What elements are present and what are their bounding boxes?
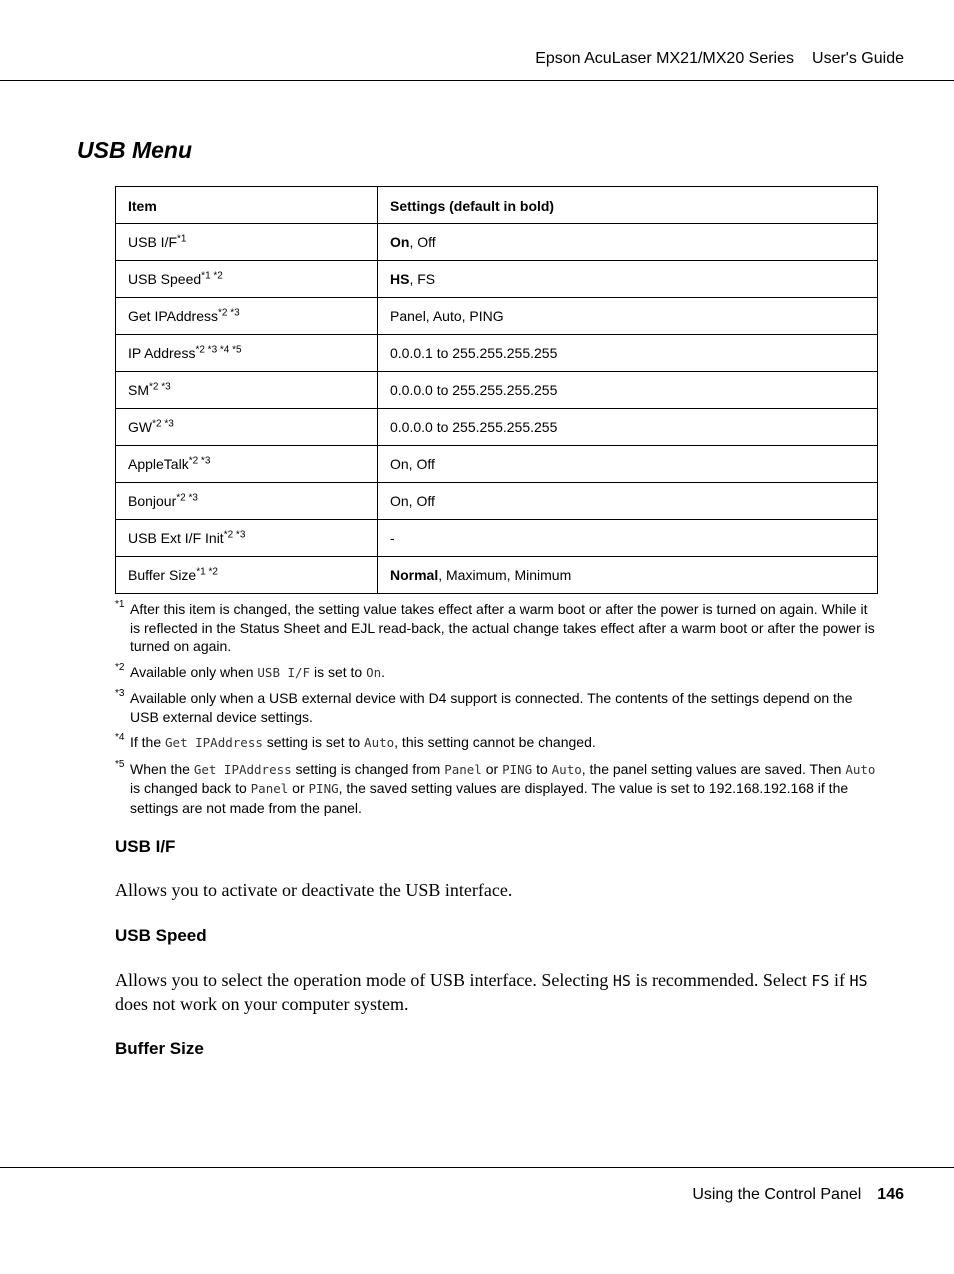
settings-cell bbox=[378, 372, 878, 409]
column-header-item: Item bbox=[116, 187, 378, 224]
settings-cell bbox=[378, 409, 878, 446]
item-cell bbox=[116, 372, 378, 409]
settings-cell bbox=[378, 298, 878, 335]
item-name: USB Speed bbox=[128, 271, 202, 287]
footnote-mark: *5 bbox=[115, 758, 125, 770]
code-text: Auto bbox=[364, 735, 395, 750]
settings-cell bbox=[378, 335, 878, 372]
footnote-text: , the panel setting values are saved. Then bbox=[581, 760, 846, 777]
footnote-ref: *1 bbox=[177, 233, 187, 245]
code-text: PING bbox=[308, 781, 339, 796]
item-cell bbox=[116, 335, 378, 372]
item-name: Get IPAddress bbox=[128, 308, 219, 324]
table-header-row bbox=[116, 187, 878, 224]
footnote-text: When the bbox=[130, 760, 194, 777]
code-text: On bbox=[366, 664, 382, 680]
setting-values: 0.0.0.0 to 255.255.255.255 bbox=[390, 382, 558, 398]
item-name: IP Address bbox=[128, 345, 196, 361]
table-row bbox=[116, 224, 878, 261]
footnote-mark: *4 bbox=[115, 732, 125, 743]
settings-cell bbox=[378, 483, 878, 520]
footnote-text: Available only when a USB external device with D4 support is connected. The contents of the settings depend on the USB external device settings. bbox=[130, 690, 853, 725]
setting-values: On, Off bbox=[390, 493, 435, 509]
code-text: USB I/F bbox=[257, 664, 311, 680]
footnote-text: setting is set to bbox=[262, 734, 365, 750]
table-row bbox=[116, 372, 878, 409]
footnote-text: to bbox=[532, 760, 552, 777]
item-cell bbox=[116, 520, 378, 557]
footnote-3 bbox=[115, 689, 878, 726]
page-number: 146 bbox=[877, 1186, 904, 1203]
header-rule bbox=[0, 80, 954, 81]
table-row bbox=[116, 298, 878, 335]
footnote-text: is set to bbox=[310, 663, 367, 680]
item-name: USB Ext I/F Init bbox=[128, 530, 224, 546]
usb-if-heading: USB I/F bbox=[115, 837, 176, 856]
code-text: Auto bbox=[551, 761, 582, 777]
footnote-text: setting is changed from bbox=[291, 760, 445, 777]
body-text: Allows you to select the operation mode of USB interface. Selecting bbox=[115, 970, 613, 990]
code-text: Get IPAddress bbox=[165, 735, 263, 750]
column-header-settings: Settings (default in bold) bbox=[378, 187, 878, 224]
item-name: USB I/F bbox=[128, 234, 178, 250]
table-row bbox=[116, 261, 878, 298]
settings-cell bbox=[378, 224, 878, 261]
table-row bbox=[116, 335, 878, 372]
footnote-text: or bbox=[481, 760, 503, 777]
footnote-2 bbox=[115, 663, 878, 683]
code-text: FS bbox=[811, 972, 830, 990]
footnote-1 bbox=[115, 600, 878, 656]
item-name: AppleTalk bbox=[128, 456, 189, 472]
footnote-ref: *2 *3 bbox=[218, 307, 240, 319]
item-cell bbox=[116, 446, 378, 483]
settings-cell bbox=[378, 446, 878, 483]
default-value: On bbox=[390, 234, 410, 250]
table-row bbox=[116, 557, 878, 594]
setting-values: - bbox=[390, 530, 395, 546]
setting-values: 0.0.0.1 to 255.255.255.255 bbox=[390, 345, 558, 361]
footnote-text: If the bbox=[130, 734, 166, 750]
footnote-ref: *2 *3 bbox=[149, 381, 171, 393]
footnote-text: , this setting cannot be changed. bbox=[394, 734, 596, 750]
setting-values: Panel, Auto, PING bbox=[390, 308, 504, 324]
item-name: SM bbox=[128, 382, 149, 398]
settings-cell bbox=[378, 557, 878, 594]
setting-values: , FS bbox=[409, 271, 436, 287]
item-name: Bonjour bbox=[128, 493, 177, 509]
footnote-text: is changed back to bbox=[130, 780, 251, 796]
item-cell bbox=[116, 261, 378, 298]
item-cell bbox=[116, 409, 378, 446]
footnote-5 bbox=[115, 760, 878, 818]
footnote-ref: *2 *3 bbox=[176, 492, 198, 504]
buffer-size-heading: Buffer Size bbox=[115, 1039, 204, 1058]
usb-if-description: Allows you to activate or deactivate the USB interface. bbox=[115, 880, 513, 900]
footnote-ref: *2 *3 bbox=[223, 529, 246, 541]
setting-values: 0.0.0.0 to 255.255.255.255 bbox=[390, 419, 558, 435]
footnote-4 bbox=[115, 733, 878, 753]
settings-cell bbox=[378, 520, 878, 557]
footer-chapter: Using the Control Panel bbox=[692, 1186, 862, 1203]
item-name: Buffer Size bbox=[128, 567, 197, 583]
code-text: HS bbox=[612, 972, 631, 990]
header-product: Epson AcuLaser MX21/MX20 Series bbox=[535, 50, 795, 67]
item-cell bbox=[116, 224, 378, 261]
setting-values: , Off bbox=[409, 234, 436, 250]
body-text: does not work on your computer system. bbox=[115, 994, 409, 1014]
settings-cell bbox=[378, 261, 878, 298]
body-text: is recommended. Select bbox=[630, 970, 812, 990]
section-title: USB Menu bbox=[77, 137, 192, 163]
footnote-mark: *3 bbox=[115, 688, 125, 699]
setting-values: On, Off bbox=[390, 456, 435, 472]
code-text: Auto bbox=[845, 761, 876, 777]
footer-rule bbox=[0, 1167, 954, 1168]
footnote-mark: *2 bbox=[115, 661, 125, 673]
default-value: Normal bbox=[390, 567, 439, 583]
code-text: Panel bbox=[250, 781, 289, 796]
code-text: Panel bbox=[444, 761, 482, 777]
footnote-text: . bbox=[381, 663, 386, 680]
footnote-ref: *2 *3 bbox=[152, 418, 174, 430]
footnote-ref: *2 *3 bbox=[188, 455, 211, 467]
usb-speed-heading: USB Speed bbox=[115, 926, 207, 945]
item-cell bbox=[116, 298, 378, 335]
table-row bbox=[116, 520, 878, 557]
footnote-text: After this item is changed, the setting value takes effect after a warm boot or after the power is turned on again. While it is reflected in the Status Sheet and EJL read-back, the actual change takes effect after a warm boot or after the power is turned on again. bbox=[130, 601, 875, 654]
table-row bbox=[116, 483, 878, 520]
code-text: Get IPAddress bbox=[193, 761, 292, 777]
footnote-text: Available only when bbox=[130, 663, 258, 680]
footnote-ref: *2 *3 *4 *5 bbox=[195, 344, 242, 356]
code-text: HS bbox=[849, 972, 868, 990]
table-row bbox=[116, 409, 878, 446]
header-guide: User's Guide bbox=[812, 50, 904, 67]
default-value: HS bbox=[390, 271, 410, 287]
body-text: if bbox=[829, 970, 850, 990]
item-cell bbox=[116, 483, 378, 520]
usb-speed-description bbox=[115, 969, 880, 1016]
footnote-text: , the saved setting values are displayed. The value is set to 192.168.192.168 if the settings are not made from the panel. bbox=[130, 780, 849, 816]
item-name: GW bbox=[128, 419, 153, 435]
footnote-mark: *1 bbox=[115, 599, 125, 610]
footnote-ref: *1 *2 bbox=[196, 566, 218, 578]
running-header bbox=[535, 50, 904, 68]
footnotes bbox=[115, 600, 878, 824]
table-row bbox=[116, 446, 878, 483]
code-text: PING bbox=[502, 761, 533, 777]
item-cell bbox=[116, 557, 378, 594]
footnote-ref: *1 *2 bbox=[201, 270, 223, 282]
usb-menu-table bbox=[115, 186, 878, 594]
setting-values: , Maximum, Minimum bbox=[438, 567, 572, 583]
footnote-text: or bbox=[288, 780, 309, 796]
running-footer bbox=[692, 1186, 904, 1204]
